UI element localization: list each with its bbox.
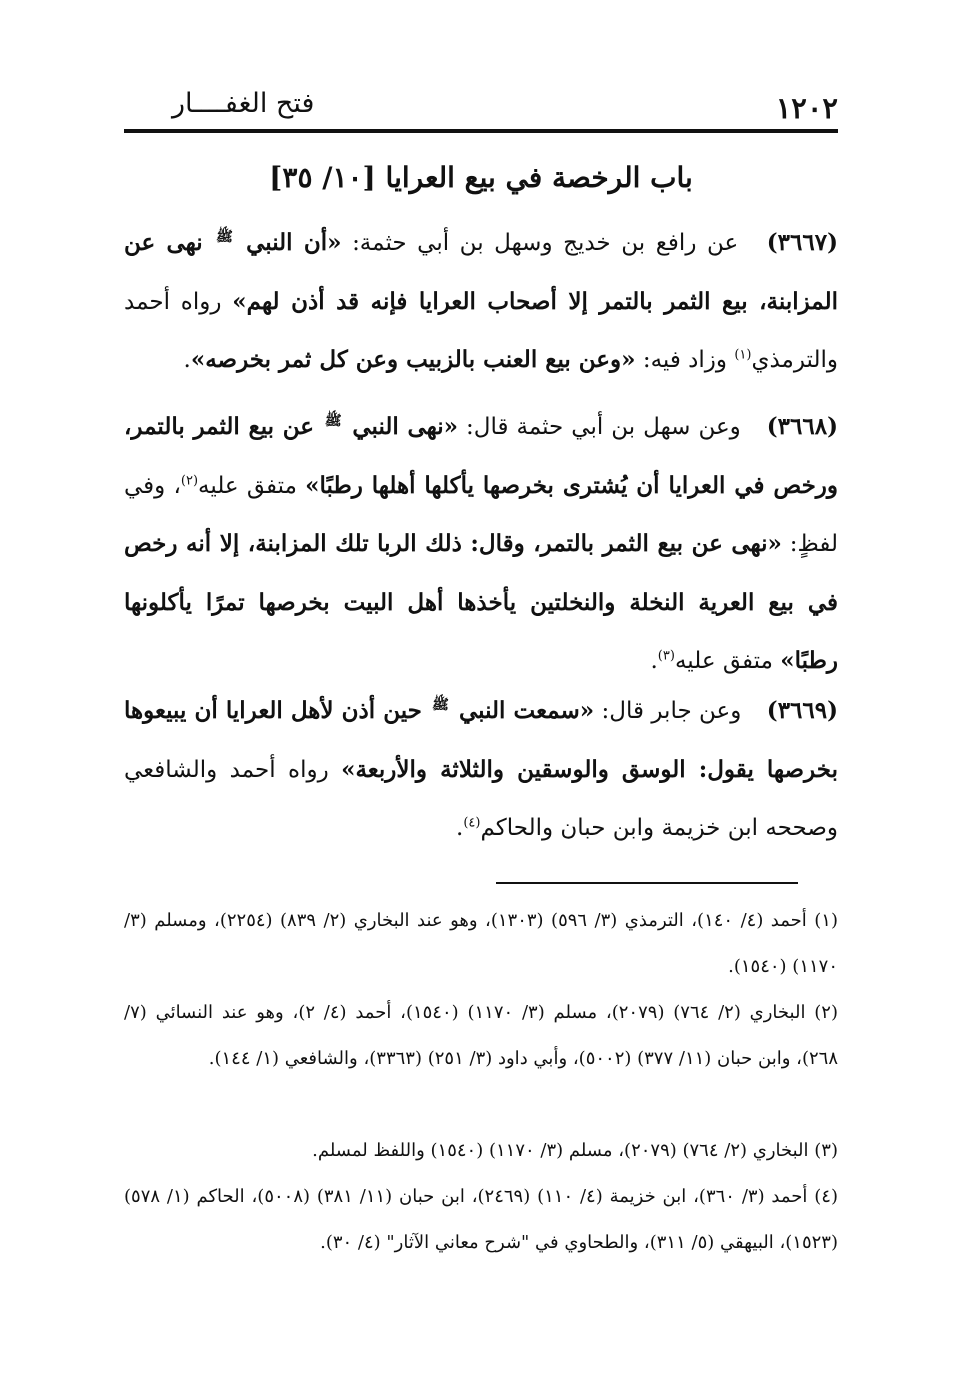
footnote-1: (١) أحمد (٤/ ١٤٠)، الترمذي (٣/ ٥٩٦) (١٣٠٣)، وهو عند البخاري (٢/ ٨٣٩) (٢٢٥٤)، ومسلم (٣/ ١١٧٠) (١٥٤٠). <box>124 910 838 977</box>
narration-source: رواه أحمد والشافعي وصححه ابن خزيمة وابن حبان والحاكم <box>124 756 838 841</box>
hadith-variant: «نهى عن بيع الثمر بالتمر، وقال: ذلك الربا تلك المزابنة، إلا أنه رخص في بيع العرية النخلة والنخلتين يأخذها أهل البيت بخرصها تمرًا يأكلونها رطبًا» <box>124 530 838 674</box>
quote-part: «سمعت النبي <box>458 697 595 724</box>
salawat-glyph: ﷺ <box>324 413 342 430</box>
hadith-number: (٣٦٦٧) <box>766 229 838 256</box>
running-header <box>124 86 838 130</box>
quote-part: عن بيع الثمر بالتمر، ورخص في العرايا أن يُشترى بخرصها يأكلها أهلها رطبًا» <box>124 413 839 499</box>
chapter-title: [١٠/ ٣٥] باب الرخصة في بيع العرايا <box>269 161 693 194</box>
sentence-end: . <box>183 347 191 373</box>
book-title: فتح الغفــــار <box>172 88 315 119</box>
footnote-ref[interactable]: (١) <box>734 347 752 363</box>
footnote-3: (٣) البخاري (٢/ ٧٦٤) (٢٠٧٩)، مسلم (٣/ ١١٧٠) (١٥٤٠) واللفظ لمسلم. <box>312 1140 838 1161</box>
hadith-intro: وعن سهل بن أبي حثمة قال: <box>466 414 741 440</box>
quote-part: «نهى النبي <box>352 413 459 440</box>
hadith-intro: عن رافع بن خديج وسهل بن أبي حثمة: <box>352 230 739 256</box>
hadith-3668 <box>124 398 838 691</box>
variant-source: متفق عليه <box>674 648 773 674</box>
addition-intro: وزاد فيه: <box>642 347 728 373</box>
quote-part: «أن النبي <box>246 229 342 256</box>
footnote-2: (٢) البخاري (٢/ ٧٦٤) (٢٠٧٩)، مسلم (٣/ ١١٧٠) (١٥٤٠)، أحمد (٤/ ٢)، وهو عند النسائي (٧/ ٢٦٨)، وابن حبان (١١/ ٣٧٧) (٥٠٠٢)، وأبي داود (٣/ ٢٥١) (٣٣٦٣)، والشافعي (١/ ١٤٤). <box>124 1002 838 1069</box>
salawat-glyph: ﷺ <box>431 697 449 714</box>
hadith-3669 <box>124 682 838 858</box>
hadith-intro: وعن جابر قال: <box>601 698 742 724</box>
variant-intro: ، وفي لفظٍ: <box>124 472 839 557</box>
footnote-separator <box>496 882 798 884</box>
hadith-addition: «وعن بيع العنب بالزبيب وعن كل ثمر بخرصه» <box>190 346 636 373</box>
header-rule <box>124 129 838 133</box>
footnote-ref[interactable]: (٢) <box>180 472 199 488</box>
sentence-end: . <box>456 815 464 841</box>
footnote-ref[interactable]: (٤) <box>463 815 481 831</box>
footnote-4: (٤) أحمد (٣/ ٣٦٠)، ابن خزيمة (٤/ ١١٠) (٢٤٦٩)، ابن حبان (١١/ ٣٨١) (٥٠٠٨)، الحاكم (١/ ٥٧٨) (١٥٢٣)، البيهقي (٥/ ٣١١)، والطحاوي في "شرح معاني الآثار" (٤/ ٣٠). <box>124 1186 838 1253</box>
footnote-ref[interactable]: (٣) <box>657 648 675 664</box>
hadith-number: (٣٦٦٨) <box>766 413 838 440</box>
narration-source: متفق عليه <box>198 472 297 499</box>
salawat-glyph: ﷺ <box>215 229 233 246</box>
quote-part: حين أذن لأهل العرايا أن يبيعوها بخرصها يقول: الوسق والوسقين والثلاثة والأربعة» <box>124 697 838 783</box>
narration-source: رواه أحمد والترمذي <box>124 288 838 373</box>
page-number: ١٢٠٢ <box>775 91 838 125</box>
hadith-3667 <box>124 214 838 390</box>
quote-part: نهى عن المزابنة، بيع الثمر بالتمر إلا أصحاب العرايا فإنه قد أذن لهم» <box>124 229 838 315</box>
hadith-number: (٣٦٦٩) <box>766 697 838 724</box>
sentence-end: . <box>650 648 658 674</box>
